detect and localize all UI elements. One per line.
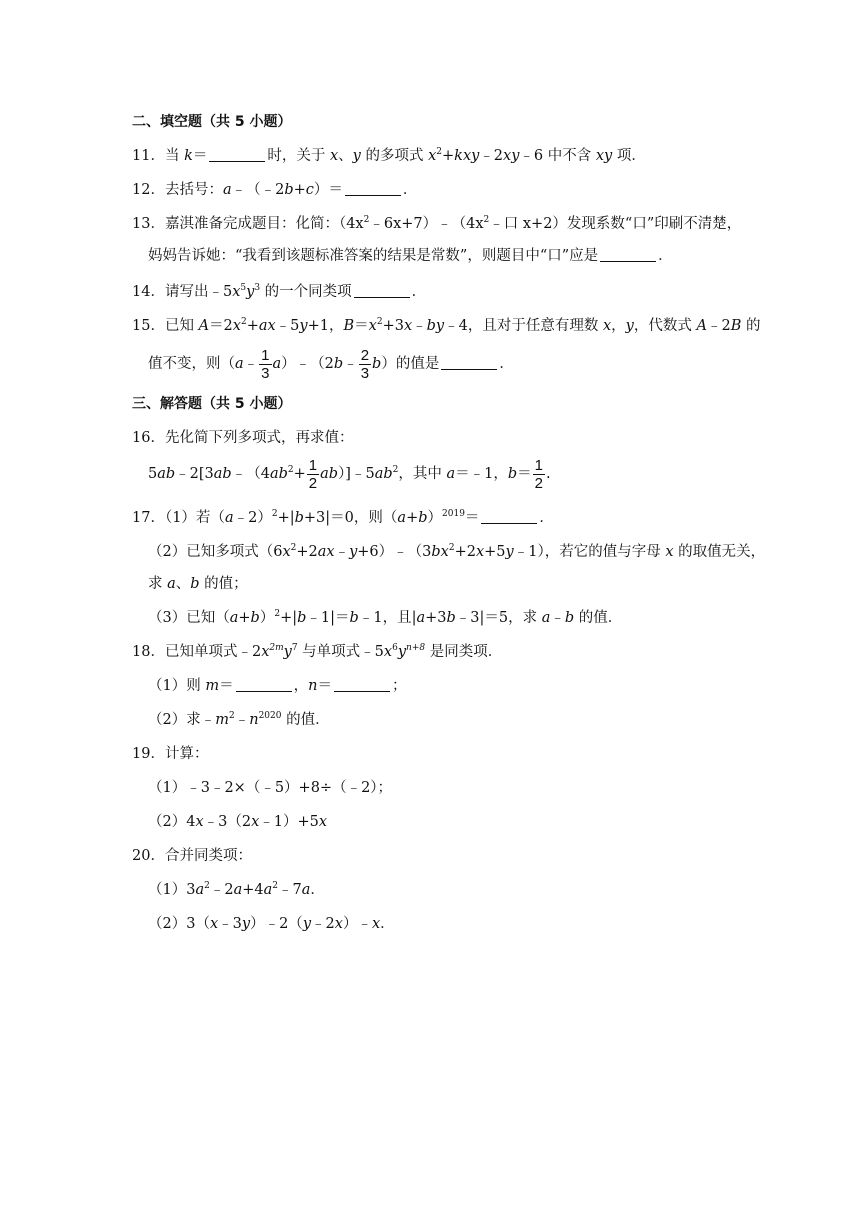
section-heading-answer: 三、解答题（共 5 小题）	[132, 396, 292, 412]
question-15-line-2: 值不变，则（a﹣ $\frac{1}{3}$ a）﹣（2b﹣ $\frac{2}{3}$ b）的值是 ．	[148, 346, 514, 382]
answer-blank[interactable]	[441, 355, 497, 370]
answer-blank[interactable]	[236, 677, 292, 692]
question-20-intro: 20．合并同类项：	[132, 848, 252, 864]
question-16-expression: $5ab﹣2[3ab﹣(4ab^2+$ $\frac{1}{2}$ $ab)]﹣5ab^2$，其中 a＝﹣1，b＝ $\frac{1}{2}$ .	[148, 456, 551, 492]
fraction-one-half: $\frac{1}{2}$	[534, 456, 544, 492]
answer-blank[interactable]	[345, 181, 401, 196]
question-16-intro: 16．先化简下列多项式，再求值：	[132, 430, 354, 446]
question-19-part-1: （1）﹣3﹣2×（﹣5）+8÷（﹣2）；	[148, 780, 393, 796]
fraction-two-thirds: $\frac{2}{3}$	[360, 346, 370, 382]
question-19-intro: 19．计算：	[132, 746, 209, 762]
question-19-part-2: （2）4x﹣3（2x﹣1）+5x	[148, 814, 328, 830]
question-14: 14．请写出$﹣5x^5y^3$ 的一个同类项 ．	[132, 283, 427, 300]
fraction-one-half: $\frac{1}{2}$	[308, 456, 318, 492]
question-17-part-1: 17．（1）若（a﹣2）$^2$+|b+3|＝0，则$(a+b)^{2019}=$ ．	[132, 509, 554, 526]
answer-blank[interactable]	[354, 283, 410, 298]
question-18: 18．已知单项式$﹣2x^{2m}y^7$ 与单项式$﹣5x^6y^{n+8}$ 是同类项．	[132, 643, 503, 660]
section-heading-fill-in: 二、填空题（共 5 小题）	[132, 114, 292, 130]
answer-blank[interactable]	[481, 509, 537, 524]
answer-blank[interactable]	[600, 247, 656, 262]
question-17-part-2-line-2: 求 a、b 的值；	[148, 576, 248, 592]
answer-blank[interactable]	[209, 147, 265, 162]
answer-blank[interactable]	[334, 677, 390, 692]
question-18-part-2: （2）求$﹣m^2﹣n^{2020}$ 的值．	[148, 711, 330, 728]
question-15-line-1: 15．已知 $A=2x^2+ax﹣5y+1$，$B=x^2+3x﹣by﹣4$，且对于任意有理数 x，y，代数式 A﹣2B 的	[132, 317, 761, 334]
fraction-one-third: $\frac{1}{3}$	[261, 346, 270, 382]
question-20-part-2: （2）3（x﹣3y）﹣2（y﹣2x）﹣x．	[148, 916, 395, 932]
question-17-part-3: （3）已知$(a+b)^2+|b﹣1|=b﹣1$，且|a+3b﹣3|＝5，求 a﹣b 的值．	[148, 609, 623, 626]
question-17-part-2-line-1: （2）已知多项式$(6x^2+2ax﹣y+6)﹣(3bx^2+2x+5y﹣1)$，若它的值与字母 x 的取值无关，	[148, 543, 766, 560]
question-11: 11．当 k＝ 时，关于 x、y 的多项式 $x^2+kxy﹣2xy﹣6$ 中不含 xy 项．	[132, 147, 646, 164]
question-12: 12．去括号：a﹣（﹣2b+c）＝ ．	[132, 182, 418, 198]
question-13-line-2: 妈妈告诉她：“我看到该题标准答案的结果是常数”，则题目中“口”应是 ．	[148, 248, 673, 264]
question-18-part-1: （1）则 m＝ ，n＝ ；	[148, 678, 407, 694]
question-20-part-1: $(1)3a^2﹣2a+4a^2﹣7a$．	[148, 881, 325, 898]
question-13-line-1: 13．嘉淇准备完成题目：化简：$(4x^2﹣6x+7)﹣(4x^2﹣$口 x+2）发现系数“口”印刷不清楚，	[132, 215, 742, 232]
